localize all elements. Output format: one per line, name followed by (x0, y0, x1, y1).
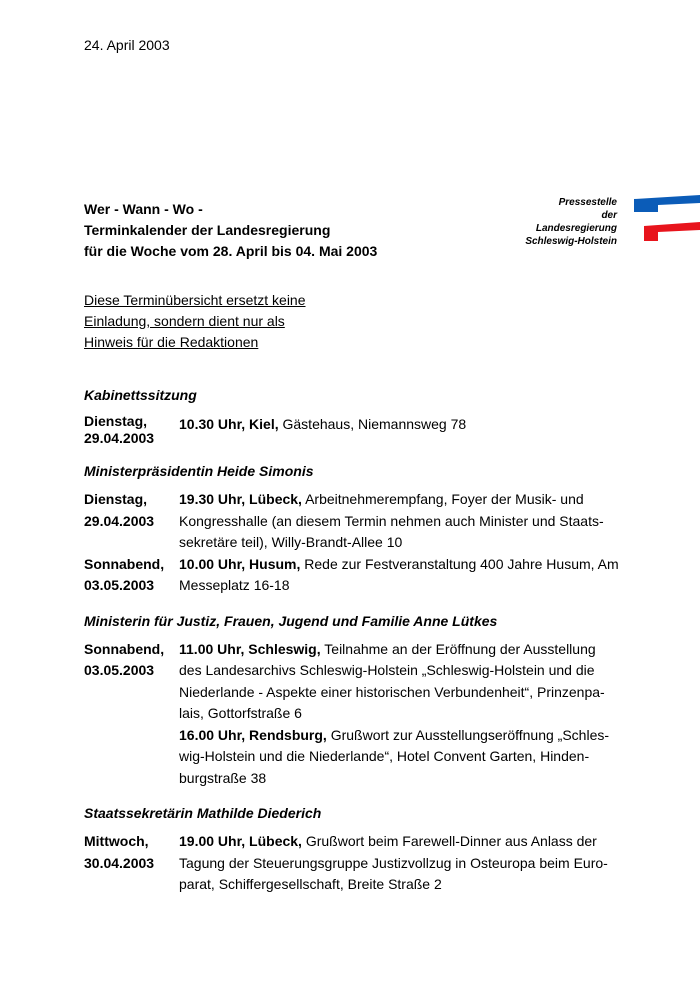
notice-line: Diese Terminübersicht ersetzt keine (84, 292, 306, 308)
entry-day (84, 639, 179, 790)
schedule-entry (84, 489, 624, 554)
section-heading: Kabinettssitzung (84, 387, 197, 403)
entry-weekday: Sonnabend, (84, 640, 165, 657)
entry-weekday: Dienstag, (84, 413, 148, 429)
entry-description (179, 831, 619, 896)
entry-time-place: 19.00 Uhr, Lübeck, (179, 833, 302, 849)
title-line: Wer - Wann - Wo - (84, 201, 203, 217)
section-heading: Ministerin für Justiz, Frauen, Jugend und Familie Anne Lütkes (84, 612, 498, 629)
logo-red-stripe-icon (644, 222, 700, 241)
logo-line: der (601, 210, 617, 221)
entry-time-place: 19.30 Uhr, Lübeck, (179, 491, 302, 507)
entry-time-place: 11.00 Uhr, Schleswig, (179, 640, 321, 657)
entry-time-place: 10.00 Uhr, Husum, (179, 555, 301, 572)
schedule-entry (84, 639, 624, 790)
entry-text: Rede zur Festveranstaltung 400 Jahre Husum, Am Messeplatz 16-18 (179, 555, 619, 593)
entry-day (84, 831, 179, 896)
entry-description (179, 413, 619, 447)
entry-text: Grußwort beim Farewell-Dinner aus Anlass der Tagung der Steuerungsgruppe Justizvollzug in Osteuropa beim Euro-parat, Schiffergesellschaft, Breite Straße 2 (179, 833, 608, 892)
notice-line: Einladung, sondern dient nur als (84, 313, 285, 329)
entry-time-place: 16.00 Uhr, Rendsburg, (179, 726, 327, 743)
schedule-entry (84, 554, 624, 597)
title-line: Terminkalender der Landesregierung (84, 222, 331, 238)
logo-blue-stripe-icon (634, 195, 700, 212)
entry-time-place: 10.30 Uhr, Kiel, (179, 416, 279, 432)
entry-date: 03.05.2003 (84, 662, 155, 678)
editorial-notice (84, 290, 306, 353)
logo-line: Landesregierung (535, 223, 617, 234)
entry-text: Arbeitnehmerempfang, Foyer der Musik- und Kongresshalle (an diesem Termin nehmen auch Minister und Staats-sekretäre teil), Willy-Brandt-Allee 10 (179, 491, 604, 550)
section-heading: Ministerpräsidentin Heide Simonis (84, 463, 314, 479)
entry-day (84, 489, 179, 554)
logo-line: Pressestelle (558, 197, 617, 208)
entry-date: 29.04.2003 (84, 512, 155, 529)
document-date: 24. April 2003 (84, 37, 170, 53)
entry-weekday: Mittwoch, (84, 833, 149, 849)
logo-line: Schleswig-Holstein (525, 236, 617, 247)
entry-day (84, 554, 179, 597)
entry-date: 30.04.2003 (84, 854, 155, 871)
entry-description (179, 639, 619, 790)
entry-day (84, 413, 179, 447)
entry-weekday: Sonnabend, (84, 555, 165, 572)
schedule-entry (84, 831, 624, 896)
entry-text: Grußwort zur Ausstellungseröffnung „Schles-wig-Holstein und die Niederlande“, Hotel Convent Garten, Hinden-burgstraße 38 (179, 726, 610, 786)
press-office-logo-text (457, 196, 617, 248)
title-line: für die Woche vom 28. April bis 04. Mai 2003 (84, 243, 378, 259)
entry-date: 29.04.2003 (84, 430, 155, 446)
document-title (84, 199, 377, 262)
state-flag-logo-icon (632, 195, 700, 243)
entry-description (179, 554, 619, 597)
entry-description (179, 489, 619, 554)
section-heading: Staatssekretärin Mathilde Diederich (84, 805, 322, 821)
schedule-entry (84, 413, 624, 447)
notice-line: Hinweis für die Redaktionen (84, 334, 259, 350)
schedule-sections (84, 385, 624, 896)
entry-text: Gästehaus, Niemannsweg 78 (278, 416, 467, 432)
entry-date: 03.05.2003 (84, 577, 155, 593)
entry-weekday: Dienstag, (84, 491, 148, 507)
entry-text: Teilnahme an der Eröffnung der Ausstellung des Landesarchivs Schleswig-Holstein „Schleswig-Holstein und die Niederlande - Aspekte einer historischen Verbundenheit“, Prinzenpa-lais, Gottorfstraße 6 (179, 640, 605, 721)
